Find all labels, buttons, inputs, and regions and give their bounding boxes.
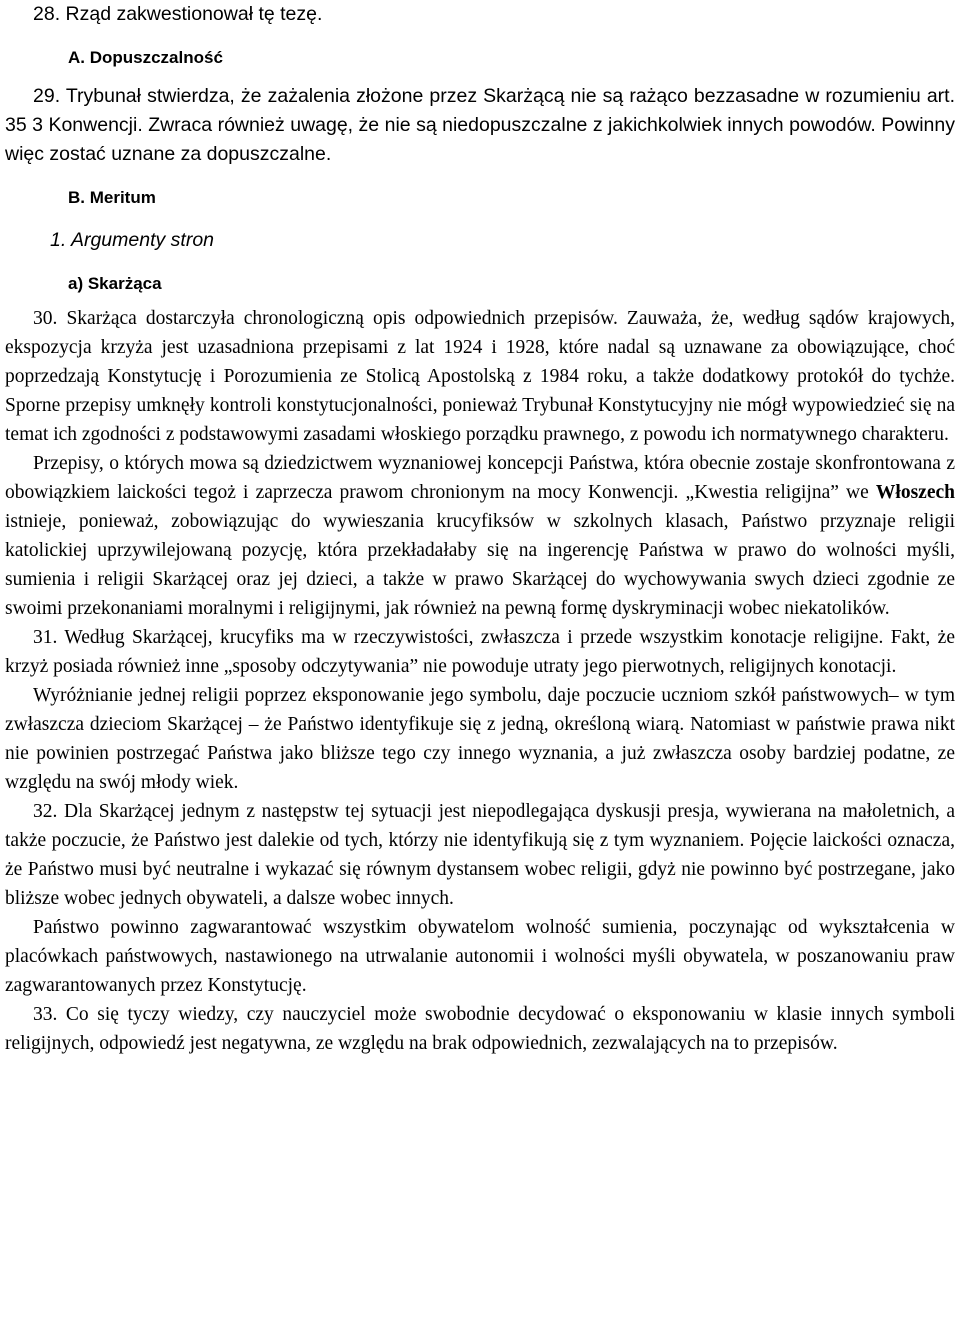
paragraph-30-part1: 30. Skarżąca dostarczyła chronologiczną opis odpowiednich przepisów. Zauważa, że, według sądów krajowych, ekspozycja krzyża jest uzasadniona przepisami z lat 1924 i 1928, które nadal są uznawane za obowiązujące, choć poprzedzają Konstytucję i Porozumienia ze Stolicą Apostolską z 1984 roku, a także dodatkowy protokół do tychże. Sporne przepisy umknęły kontroli konstytucjonalności, ponieważ Trybunał Konstytucyjny nie mógł wypowiedzieć się na temat ich zgodności z podstawowymi zasadami włoskiego porządku prawnego, z powodu ich normatywnego charakteru. — [5, 308, 955, 445]
paragraph-29: 29. Trybunał stwierdza, że zażalenia złożone przez Skarżącą nie są rażąco bezzasadne w rozumieniu art. 35 3 Konwencji. Zwraca również uwagę, że nie są niedopuszczalne z jakichkolwiek innych powodów. Powinny więc zostać uznane za dopuszczalne. — [5, 85, 955, 165]
heading-merits: B. Meritum — [68, 188, 156, 207]
paragraph-31-part1: 31. Według Skarżącej, krucyfiks ma w rzeczywistości, zwłaszcza i przede wszystkim konotacje religijne. Fakt, że krzyż posiada również inne „sposoby odczytywania” nie powoduje utraty jego pierwotnych, religijnych konotacji. — [5, 627, 955, 677]
paragraph-32-part1: 32. Dla Skarżącej jednym z następstw tej sytuacji jest niepodlegająca dyskusji presja, wywierana na małoletnich, a także poczucie, że Państwo jest dalekie od tych, którzy nie identyfikują się z tym wyznaniem. Pojęcie laickości oznacza, że Państwo musi być neutralne i wykazać się równym dystansem wobec religii, gdyż nie powinno być postrzegane, jako bliższe wobec jednych obywateli, a dalsze wobec innych. — [5, 801, 955, 909]
paragraph-32-part2: Państwo powinno zagwarantować wszystkim obywatelom wolność sumienia, poczynając od wykształcenia w placówkach państwowych, nastawionego na utrwalanie autonomii i wolności myśli obywatela, w poszanowaniu praw zagwarantowanych przez Konstytucję. — [5, 917, 955, 996]
heading-applicant: a) Skarżąca — [68, 274, 162, 293]
paragraph-30-part2 — [5, 449, 955, 623]
paragraph-30-part2-c: istnieje, ponieważ, zobowiązując do wywieszania krucyfiksów w szkolnych klasach, Państwo przyznaje religii katolickiej uprzywilejowaną pozycję, która przekładałaby się na ingerencję Państwa w prawo do wolności myśli, sumienia i religii Skarżącej oraz jej dzieci, a także w prawo Skarżącej do wychowywania swych dzieci zgodnie ze swoimi przekonaniami moralnymi i religijnymi, jak również na pewną formę dyskryminacji wobec niekatolików. — [5, 511, 955, 619]
heading-admissibility: A. Dopuszczalność — [68, 48, 223, 67]
paragraph-30-bold-italy: Włoszech — [875, 482, 955, 503]
paragraph-31-part2: Wyróżnianie jednej religii poprzez eksponowanie jego symbolu, daje poczucie uczniom szkół państwowych– w tym zwłaszcza dzieciom Skarżącej – że Państwo identyfikuje się z jedną, określoną wiarą. Natomiast w państwie prawa nikt nie powinien postrzegać Państwa jako bliższe tego czy innego wyznania, a już zwłaszcza osoby bardziej podatne, ze względu na swój młody wiek. — [5, 685, 955, 793]
paragraph-33: 33. Co się tyczy wiedzy, czy nauczyciel może swobodnie decydować o eksponowaniu w klasie innych symboli religijnych, odpowiedź jest negatywna, ze względu na brak odpowiednich, zezwalających na to przepisów. — [5, 1004, 955, 1054]
paragraph-28: 28. Rząd zakwestionował tę tezę. — [33, 3, 323, 25]
heading-arguments: 1. Argumenty stron — [50, 229, 215, 251]
paragraph-30-part2-a: Przepisy, o których mowa są dziedzictwem wyznaniowej koncepcji Państwa, która obecnie zostaje skonfrontowana z obowiązkiem laickości tegoż i zaprzecza prawom chronionym na mocy Konwencji. „Kwestia religijna” we — [5, 453, 955, 503]
